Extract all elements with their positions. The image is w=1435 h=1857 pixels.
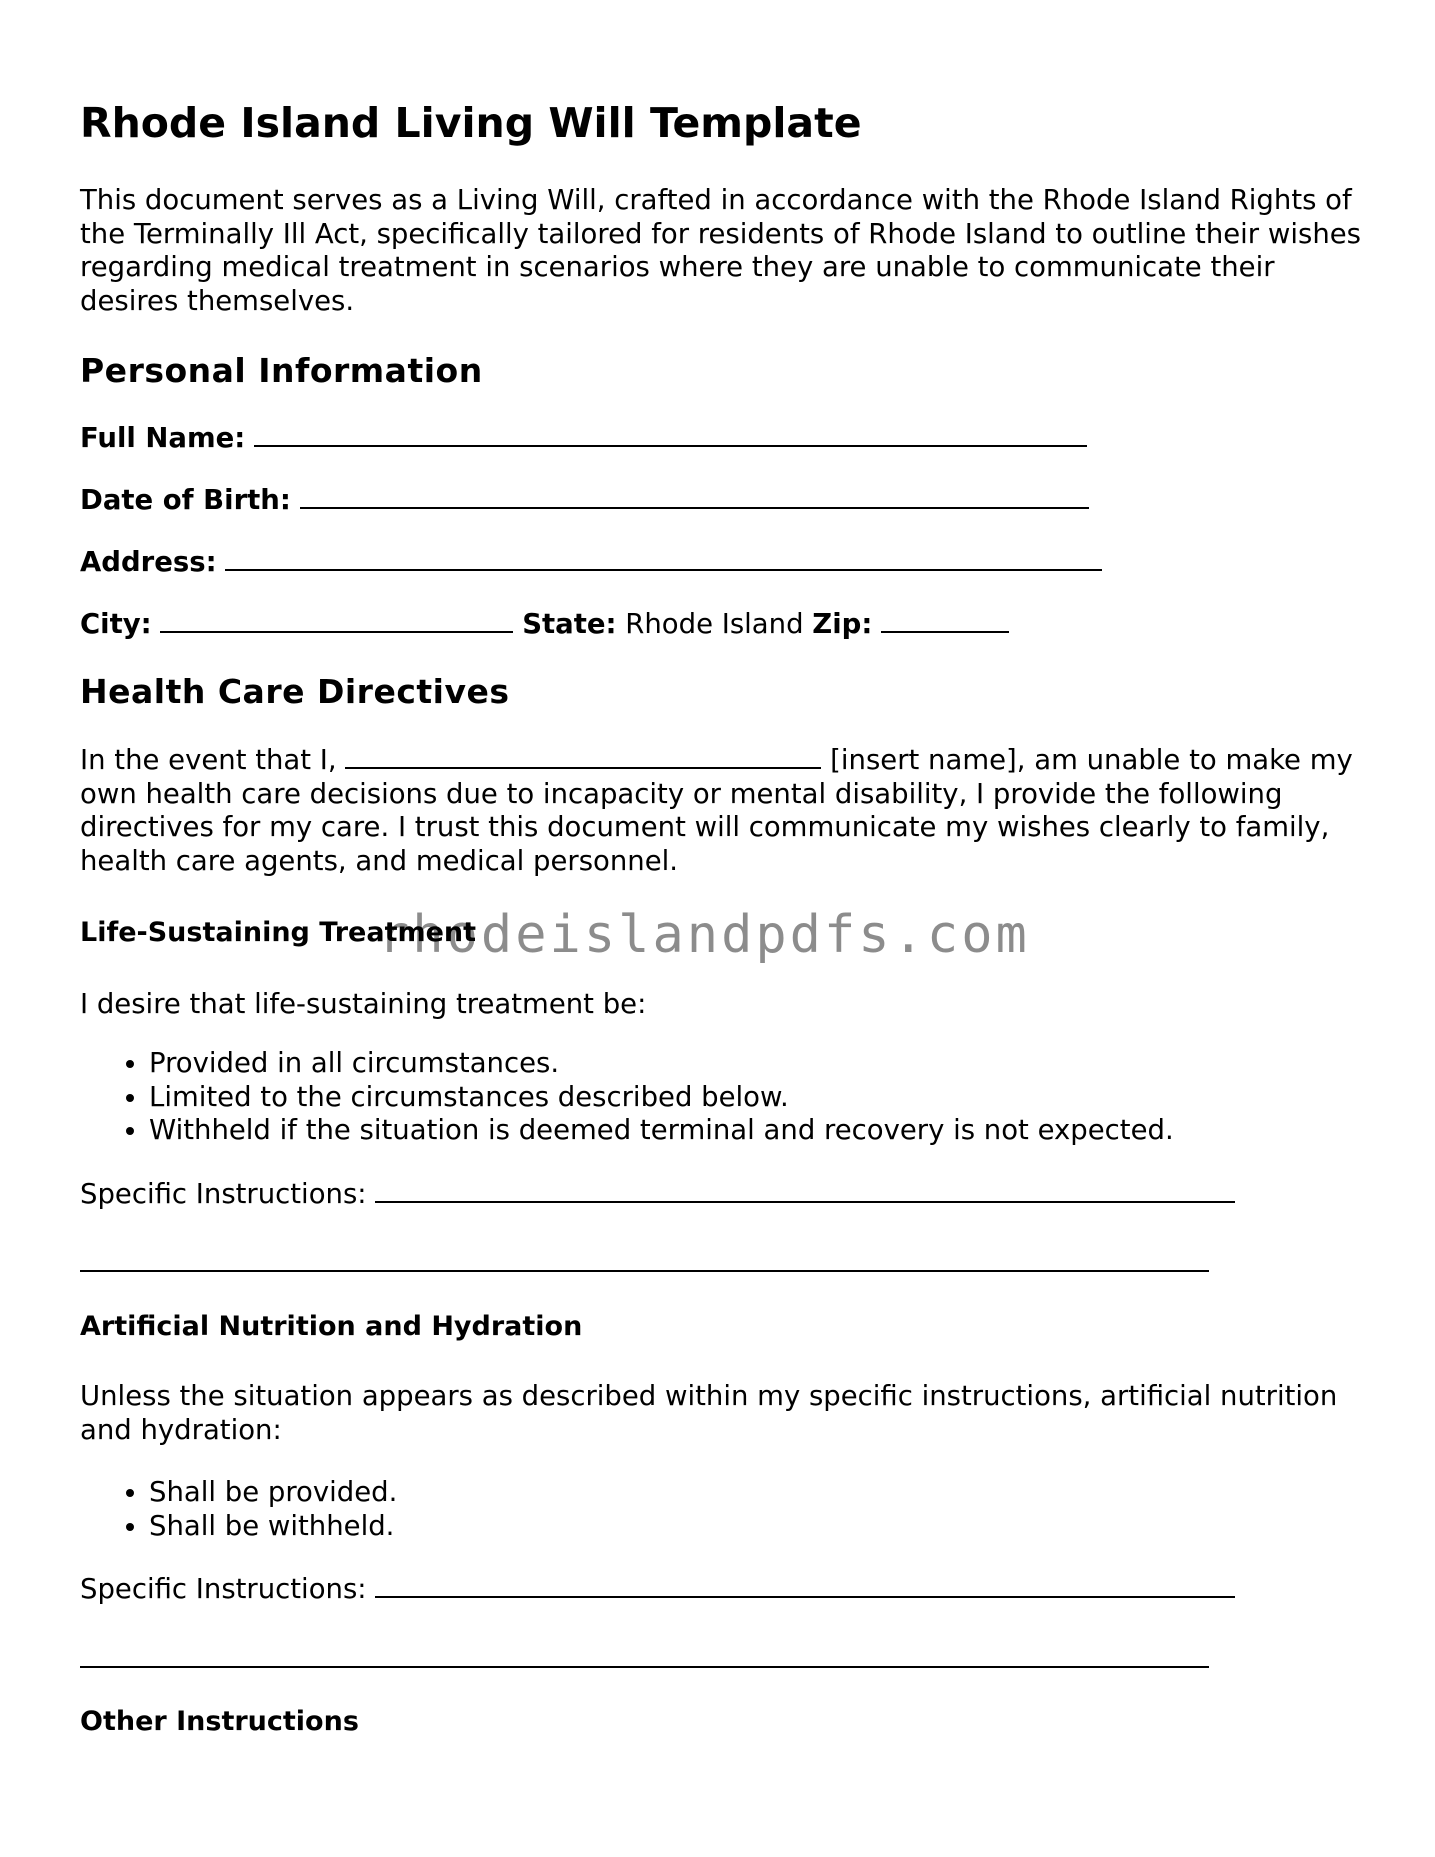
city-state-zip-row bbox=[80, 607, 1009, 641]
intro-paragraph: This document serves as a Living Will, crafted in accordance with the Rhode Island Rights of the Terminally Ill Act, specifically tailored for residents of Rhode Island to outline their wishes regarding medical treatment in scenarios where they are unable to communicate their desires themselves. bbox=[80, 184, 1361, 317]
specific-instructions-blank[interactable] bbox=[375, 1574, 1235, 1598]
address-blank[interactable] bbox=[225, 547, 1102, 571]
date-of-birth-label: Date of Birth: bbox=[80, 484, 291, 516]
full-name-label: Full Name: bbox=[80, 422, 246, 454]
directives-paragraph-rest: [insert name], am unable to make my own health care decisions due to incapacity or mental disability, I provide the following directives for my care. I trust this document will communicate my wishes clearly to family, health care agents, and medical personnel. bbox=[80, 744, 1353, 877]
list-item[interactable]: • Shall be provided. bbox=[149, 1476, 397, 1510]
life-sustaining-prompt: I desire that life-sustaining treatment be: bbox=[80, 988, 647, 1020]
life-sustaining-treatment-heading: Life-Sustaining Treatment bbox=[80, 917, 477, 948]
list-item[interactable]: • Limited to the circumstances described below. bbox=[149, 1081, 1174, 1115]
nutrition-options bbox=[80, 1476, 397, 1543]
zip-blank[interactable] bbox=[881, 609, 1009, 633]
date-of-birth-field[interactable] bbox=[80, 483, 1089, 517]
directives-paragraph bbox=[80, 744, 1380, 878]
life-sustaining-options bbox=[80, 1047, 1174, 1148]
zip-label: Zip: bbox=[812, 608, 873, 640]
list-item[interactable]: • Shall be withheld. bbox=[149, 1510, 397, 1544]
document-title: Rhode Island Living Will Template bbox=[80, 99, 862, 147]
list-item[interactable]: • Provided in all circumstances. bbox=[149, 1047, 1174, 1081]
full-name-blank[interactable] bbox=[254, 423, 1087, 447]
address-field[interactable] bbox=[80, 545, 1102, 579]
directives-paragraph-start: In the event that I, bbox=[80, 744, 337, 776]
nutrition-prompt: Unless the situation appears as described within my specific instructions, artificial nutrition and hydration: bbox=[80, 1380, 1338, 1446]
watermark-text: rhodeislandpdfs.com bbox=[378, 905, 1030, 965]
specific-instructions-blank[interactable] bbox=[375, 1179, 1235, 1203]
state-value: Rhode Island bbox=[625, 608, 804, 640]
state-label: State: bbox=[522, 608, 617, 640]
artificial-nutrition-heading: Artificial Nutrition and Hydration bbox=[80, 1311, 583, 1342]
health-care-directives-heading: Health Care Directives bbox=[80, 672, 510, 711]
address-label: Address: bbox=[80, 546, 217, 578]
personal-information-heading: Personal Information bbox=[80, 351, 483, 390]
full-name-field[interactable] bbox=[80, 421, 1087, 455]
date-of-birth-blank[interactable] bbox=[300, 485, 1089, 509]
city-blank[interactable] bbox=[160, 609, 513, 633]
specific-instructions-label: Specific Instructions: bbox=[80, 1178, 367, 1210]
life-sustaining-instructions-field[interactable] bbox=[80, 1177, 1235, 1211]
nutrition-instructions-field[interactable] bbox=[80, 1572, 1235, 1606]
specific-instructions-continuation-line[interactable] bbox=[80, 1666, 1209, 1668]
insert-name-blank[interactable] bbox=[345, 745, 821, 769]
list-item[interactable]: • Withheld if the situation is deemed terminal and recovery is not expected. bbox=[149, 1114, 1174, 1148]
specific-instructions-label: Specific Instructions: bbox=[80, 1573, 367, 1605]
specific-instructions-continuation-line[interactable] bbox=[80, 1270, 1209, 1272]
other-instructions-heading: Other Instructions bbox=[80, 1706, 359, 1737]
city-label: City: bbox=[80, 608, 152, 640]
